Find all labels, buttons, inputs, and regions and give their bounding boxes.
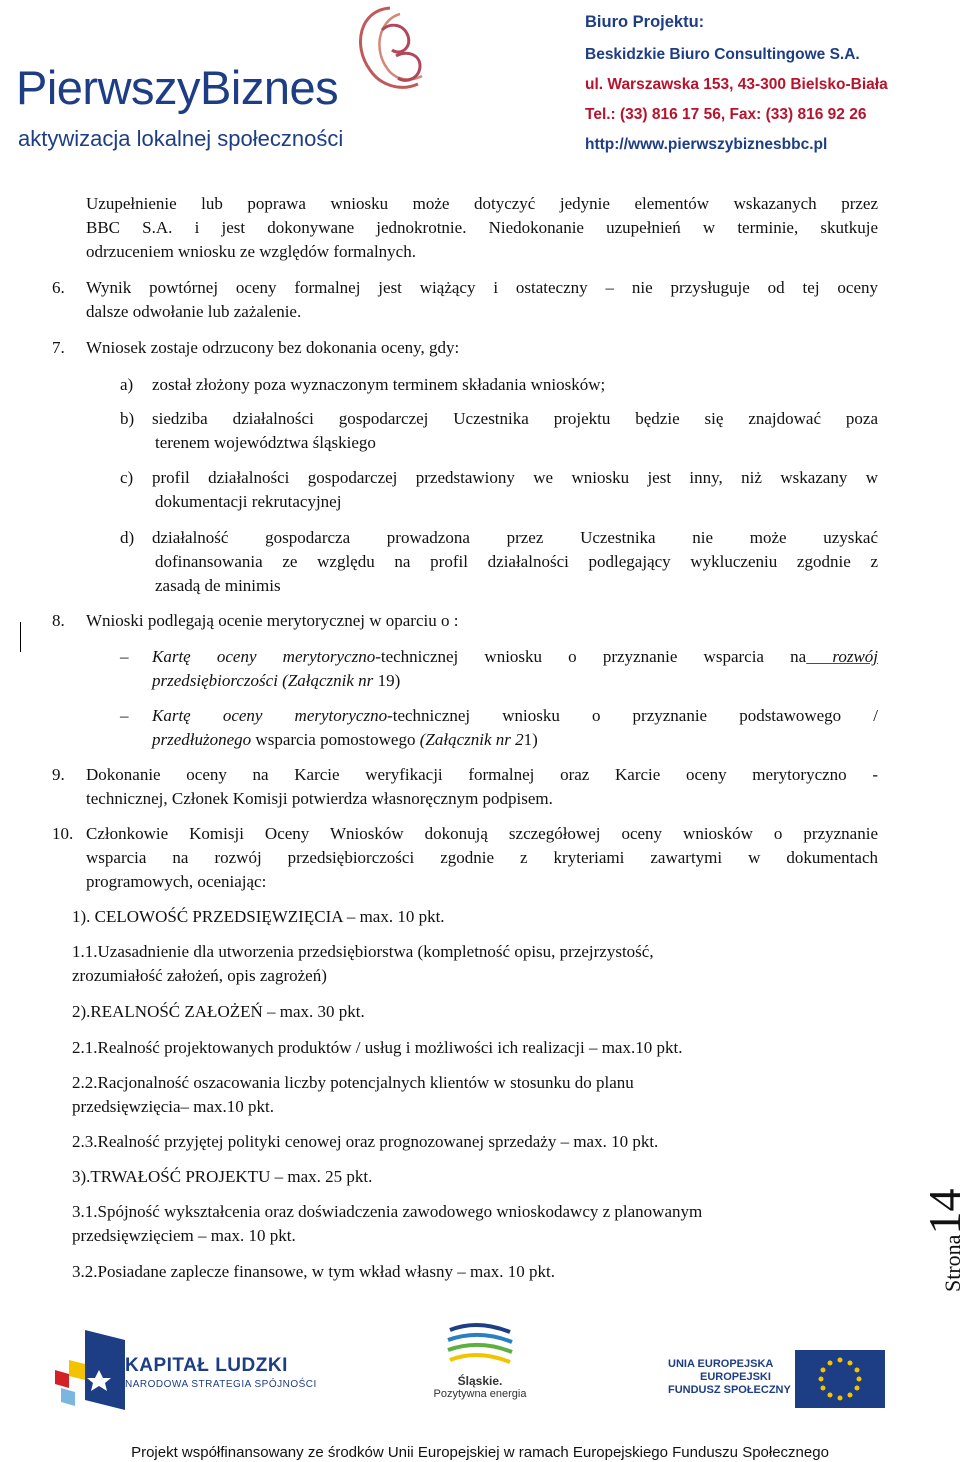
- criterion-2-1: 2.1.Realność projektowanych produktów / usług i możliwości ich realizacji – max.10 pkt.: [72, 1038, 683, 1057]
- page-header: [0, 0, 960, 175]
- sub-c-line-2: dokumentacji rekrutacyjnej: [155, 492, 342, 511]
- karta-2-italic: Kartę oceny merytoryczno: [152, 706, 388, 725]
- project-office-info: [585, 4, 955, 160]
- kapital-ludzki-logo-icon: [55, 1330, 125, 1410]
- eu-flag-icon: [795, 1350, 885, 1408]
- office-address: ul. Warszawska 153, 43-300 Bielsko-Biała: [585, 76, 888, 93]
- sub-d-line-2: dofinansowania ze względu na profil działalności podlegający wykluczeniu zgodnie z: [155, 552, 878, 571]
- slaskie-title: Śląskie.: [457, 1374, 503, 1388]
- karta-2-zalacznik: (Załącznik nr 2: [419, 730, 524, 749]
- karta-2-number: 1): [523, 730, 538, 749]
- item-number-7: 7.: [52, 338, 65, 357]
- sub-a-text: został złożony poza wyznaczonym terminem składania wniosków;: [152, 375, 606, 394]
- item-6-line-1: Wynik powtórnej oceny formalnej jest wiążący i ostateczny – nie przysługuje od tej oceny: [86, 278, 878, 297]
- sub-c-label: c): [120, 468, 134, 487]
- brand-tagline: aktywizacja lokalnej społeczności: [18, 126, 344, 151]
- karta-1-rozwoj: rozwój: [806, 647, 879, 666]
- criterion-2-2-line-1: 2.2.Racjonalność oszacowania liczby potencjalnych klientów w stosunku do planu: [72, 1073, 634, 1092]
- item-7-text: Wniosek zostaje odrzucony bez dokonania oceny, gdy:: [86, 338, 460, 357]
- intro-line-1: Uzupełnienie lub poprawa wniosku może dotyczyć jedynie elementów wskazanych przez: [86, 194, 878, 213]
- sub-d-label: d): [120, 528, 135, 547]
- pierwszybiznes-logo-mark: [330, 0, 450, 120]
- karta-2-wsparcia: wsparcia pomostowego: [251, 730, 420, 749]
- item-8-text: Wnioski podlegają ocenie merytorycznej w oparciu o :: [86, 611, 459, 630]
- eu-text: [668, 1358, 791, 1397]
- criterion-3-1-line-2: przedsięwzięciem – max. 10 pkt.: [72, 1226, 296, 1245]
- criterion-2-2-line-2: przedsięwzięcia– max.10 pkt.: [72, 1097, 275, 1116]
- item-number-9: 9.: [52, 765, 65, 784]
- sub-b-label: b): [120, 409, 135, 428]
- karta-2-line-1: [152, 704, 878, 728]
- office-name: Beskidzkie Biuro Consultingowe S.A.: [585, 46, 860, 63]
- brand-name: PierwszyBiznes: [16, 61, 339, 114]
- kl-subtitle: NARODOWA STRATEGIA SPÓJNOŚCI: [125, 1379, 317, 1390]
- item-10-line-3: programowych, oceniając:: [86, 872, 267, 891]
- karta-1-line-2: [152, 669, 400, 693]
- criterion-3-2: 3.2.Posiadane zaplecze finansowe, w tym wkład własny – max. 10 pkt.: [72, 1262, 555, 1281]
- karta-1-plain: -technicznej wniosku o przyznanie wsparcia na: [375, 647, 807, 666]
- cofinancing-footer: Projekt współfinansowany ze środków Unii Europejskiej w ramach Europejskiego Funduszu Społecznego: [131, 1444, 829, 1461]
- criterion-1: 1). CELOWOŚĆ PRZEDSIĘWZIĘCIA – max. 10 pkt.: [72, 907, 445, 926]
- bullet-dash-1: –: [120, 647, 129, 666]
- criterion-3: 3).TRWAŁOŚĆ PROJEKTU – max. 25 pkt.: [72, 1167, 373, 1186]
- revision-bar: [20, 622, 21, 652]
- office-label: Biuro Projektu:: [585, 13, 705, 31]
- page-number: 14: [919, 1188, 970, 1235]
- item-number-8: 8.: [52, 611, 65, 630]
- criterion-2-3: 2.3.Realność przyjętej polityki cenowej oraz prognozowanej sprzedaży – max. 10 pkt.: [72, 1132, 659, 1151]
- karta-1-italic: Kartę oceny merytoryczno: [152, 647, 376, 666]
- bullet-dash-2: –: [120, 706, 129, 725]
- karta-2-line-2: [152, 728, 538, 752]
- sub-b-line-2: terenem województwa śląskiego: [155, 433, 376, 452]
- sub-d-line-1: działalność gospodarcza prowadzona przez Uczestnika nie może uzyskać: [152, 528, 878, 547]
- page-label: Strona: [940, 1234, 965, 1292]
- criterion-2: 2).REALNOŚĆ ZAŁOŻEŃ – max. 30 pkt.: [72, 1002, 365, 1021]
- sub-a-label: a): [120, 375, 134, 394]
- karta-1-zalacznik: przedsiębiorczości (Załącznik nr: [152, 671, 378, 690]
- kl-title: KAPITAŁ LUDZKI: [125, 1355, 288, 1376]
- karta-2-przedluzonego: przedłużonego: [152, 730, 252, 749]
- criterion-3-1-line-1: 3.1.Spójność wykształcenia oraz doświadczenia zawodowego wnioskodawcy z planowanym: [72, 1202, 703, 1221]
- office-website[interactable]: http://www.pierwszybiznesbbc.pl: [585, 136, 828, 153]
- criterion-1-1-line-1: 1.1.Uzasadnienie dla utworzenia przedsiębiorstwa (kompletność opisu, przejrzystość,: [72, 942, 654, 961]
- kapital-ludzki-text: [125, 1355, 317, 1390]
- karta-2-plain: -technicznej wniosku o przyznanie podstawowego /: [387, 706, 878, 725]
- sub-c-line-1: profil działalności gospodarczej przedstawiony we wniosku jest inny, niż wskazany w: [152, 468, 878, 487]
- karta-1-number: 19): [377, 671, 401, 690]
- criterion-1-1-line-2: zrozumiałość założeń, opis zagrożeń): [72, 966, 327, 985]
- sub-b-line-1: siedziba działalności gospodarczej Uczestnika projektu będzie się znajdować poza: [152, 409, 878, 428]
- item-9-line-2: technicznej, Członek Komisji potwierdza własnoręcznym podpisem.: [86, 789, 553, 808]
- item-10-line-2: wsparcia na rozwój przedsiębiorczości zgodnie z kryteriami zawartymi w dokumentach: [86, 848, 878, 867]
- item-number-6: 6.: [52, 278, 65, 297]
- page-number-vertical: [918, 1172, 978, 1292]
- slaskie-text: [425, 1374, 535, 1400]
- intro-line-3: odrzuceniem wniosku ze względów formalnych.: [86, 242, 416, 261]
- slaskie-subtitle: Pozytywna energia: [433, 1388, 527, 1400]
- item-10-line-1: Członkowie Komisji Oceny Wniosków dokonują szczegółowej oceny wniosków o przyznanie: [86, 824, 878, 843]
- karta-1-line-1: [152, 645, 878, 669]
- item-number-10: 10.: [52, 824, 74, 843]
- office-phone: Tel.: (33) 816 17 56, Fax: (33) 816 92 26: [585, 106, 867, 123]
- eu-line-2: EUROPEJSKI: [700, 1371, 771, 1383]
- slaskie-logo-icon: [440, 1322, 520, 1374]
- eu-line-1: UNIA EUROPEJSKA: [668, 1358, 774, 1370]
- sub-d-line-3: zasadą de minimis: [155, 576, 281, 595]
- eu-line-3: FUNDUSZ SPOŁECZNY: [668, 1384, 791, 1396]
- item-6-line-2: dalsze odwołanie lub zażalenie.: [86, 302, 302, 321]
- intro-line-2: BBC S.A. i jest dokonywane jednokrotnie. Niedokonanie uzupełnień w terminie, skutkuje: [86, 218, 878, 237]
- item-9-line-1: Dokonanie oceny na Karcie weryfikacji formalnej oraz Karcie oceny merytoryczno -: [86, 765, 878, 784]
